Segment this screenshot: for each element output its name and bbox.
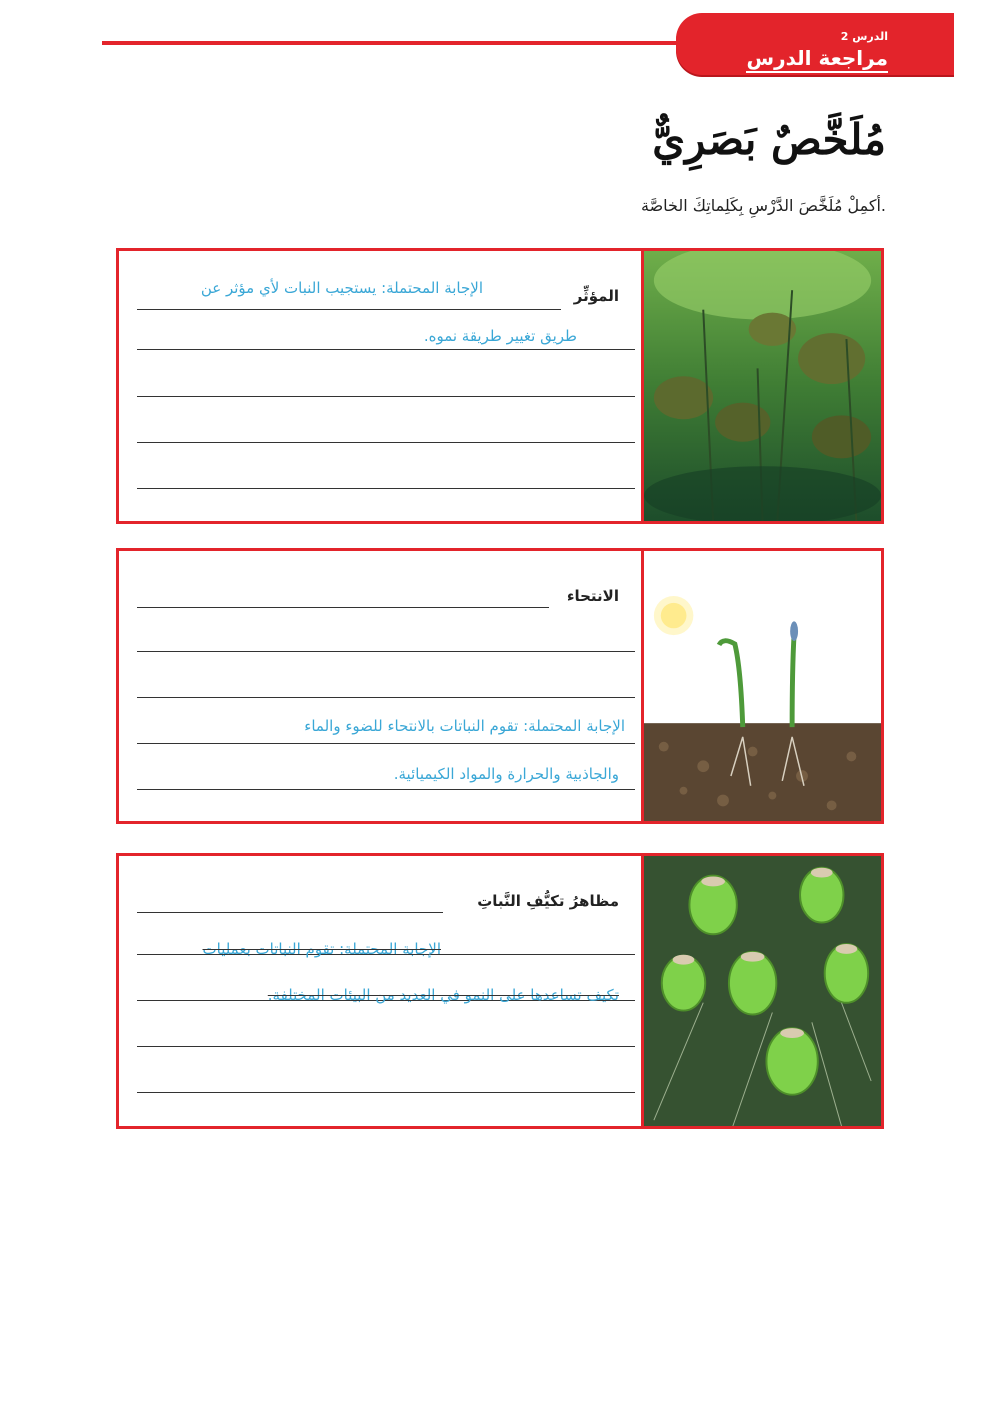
answer-line[interactable] (137, 697, 635, 698)
summary-card-tropism (116, 548, 884, 824)
summary-card-adaptations (116, 853, 884, 1129)
seedlings-photo (641, 551, 881, 821)
answer-line[interactable] (137, 349, 635, 350)
cactus-photo (641, 856, 881, 1126)
answer-line[interactable] (137, 1046, 635, 1047)
answer-line[interactable] (137, 607, 549, 608)
answer-line[interactable] (137, 309, 561, 310)
page-title: مُلَخَّصٌ بَصَرِيٌّ (652, 115, 886, 164)
answer-line[interactable] (137, 442, 635, 443)
lesson-label: الدرس 2 (840, 30, 888, 43)
instruction-text: أكمِلْ مُلَخَّصَ الدَّرْسِ بِكَلِماتِكَ الخاصَّة. (641, 196, 886, 215)
term-stimulus: المؤثِّر (573, 287, 619, 305)
section-title: مراجعة الدرس (746, 46, 888, 73)
term-adaptations: مظاهرُ تكيُّفِ النَّباتِ (477, 892, 619, 910)
summary-card-stimulus (116, 248, 884, 524)
answer-line[interactable] (137, 789, 635, 790)
term-tropism: الانتحاء (566, 587, 619, 605)
answer-text-2: طريق تغيير طريقة نموه. (423, 327, 577, 345)
answer-line[interactable] (137, 488, 635, 489)
answer-line[interactable] (137, 743, 635, 744)
answer-text-1: الإجابة المحتملة: تقوم النباتات بالانتحاء للضوء والماء (304, 717, 625, 735)
lesson-tab (676, 13, 954, 75)
pond-plants-photo (641, 251, 881, 521)
answer-text-2: تكيف تساعدها على النمو في العديد من البيئات المختلفة. (267, 986, 619, 1004)
answer-line[interactable] (137, 396, 635, 397)
answer-text-1: الإجابة المحتملة: تقوم النباتات بعمليات (202, 940, 441, 958)
answer-line[interactable] (137, 651, 635, 652)
answer-line[interactable] (137, 912, 443, 913)
answer-text-2: والجاذبية والحرارة والمواد الكيميائية. (393, 765, 619, 783)
header-rule (102, 41, 692, 45)
answer-text-1: الإجابة المحتملة: يستجيب النبات لأي مؤثر عن (200, 279, 483, 297)
answer-line[interactable] (137, 1092, 635, 1093)
